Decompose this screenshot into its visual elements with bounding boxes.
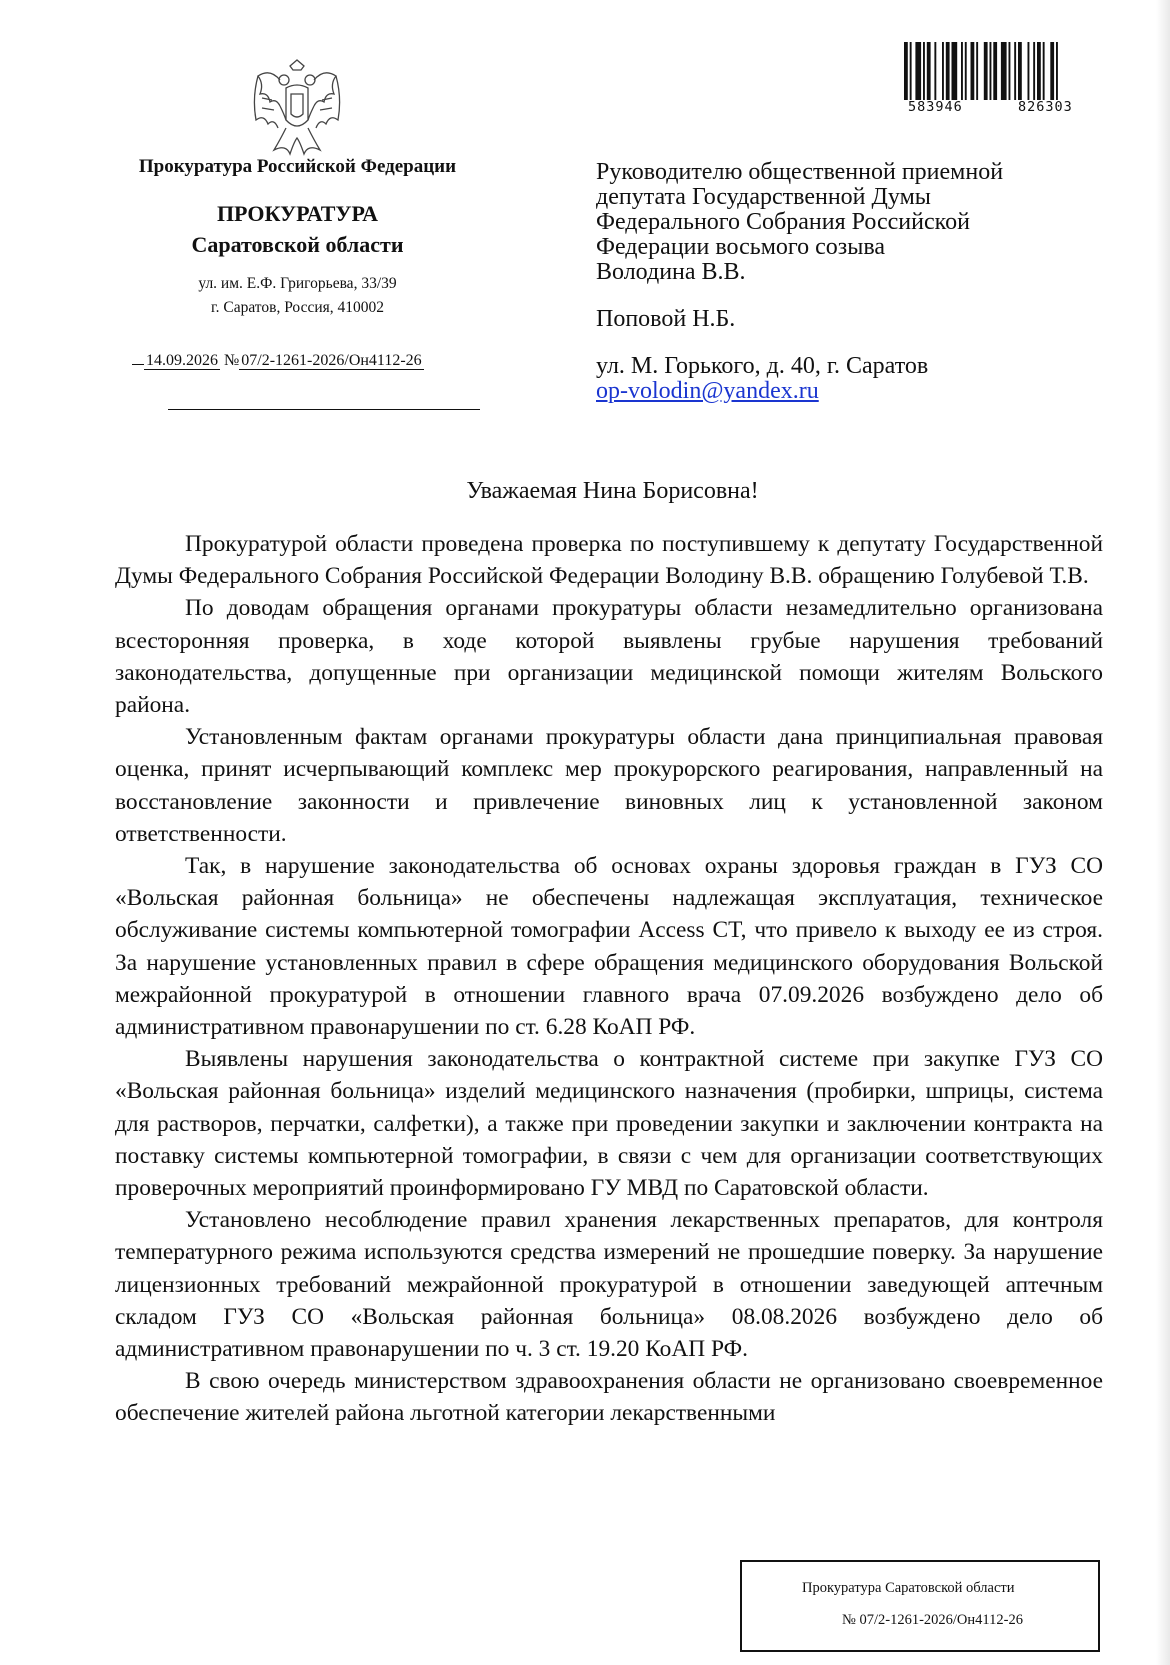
office-address: [100, 272, 495, 320]
barcode-bar: [1009, 42, 1011, 100]
prosecution-office-name: [100, 198, 495, 260]
barcode-bar: [1014, 42, 1016, 100]
barcode-bar: [1028, 42, 1030, 100]
addressee-block: [596, 160, 1116, 404]
body-paragraph: Прокуратурой области проведена проверка по поступившему к депутату Государственной Думы Федерального Собрания Российской Федерации Володину В.В. обращению Голубевой Т.В.: [115, 531, 1103, 590]
registration-stamp-box: [740, 1560, 1100, 1652]
body-paragraph: В свою очередь министерством здравоохранения области не организовано своевременное обеспечение жителей района льготной категории лекарственными: [115, 1368, 1103, 1427]
barcode-bar: [923, 42, 925, 100]
reg-number: 07/2-1261-2026/Он4112-26: [241, 352, 422, 369]
barcode-bar: [915, 42, 921, 100]
barcode-bar: [934, 42, 936, 100]
page-edge-shadow: [1156, 0, 1170, 1665]
body-paragraph: Так, в нарушение законодательства об основах охраны здоровья граждан в ГУЗ СО «Вольская районная больница» не обеспечены надлежащая эксплуатация, техническое обслуживание системы компьютерной томографии Access CT, что привело к выходу ее из строя. За нарушение установленных правил в сфере обращения медицинского оборудования Вольской межрайонной прокуратурой в отношении главного врача 07.09.2026 возбуждено дело об административном правонарушении по ст. 6.28 КоАП РФ.: [115, 853, 1103, 1041]
addressee-address: ул. М. Горького, д. 40, г. Саратов: [596, 353, 929, 379]
barcode-bar: [990, 42, 992, 100]
barcode-numbers: [908, 99, 1108, 115]
registration-line: [132, 352, 424, 370]
barcode-bar: [984, 42, 988, 100]
office-address-line2: г. Саратов, Россия, 410002: [211, 299, 384, 316]
addressee-line: Федерации восьмого созыва: [596, 234, 886, 260]
body-paragraph: Выявлены нарушения законодательства о контрактной системе при закупке ГУЗ СО «Вольская районная больница» изделий медицинского назначения (пробирки, шприцы, система для растворов, перчатки, салфетки), а также при проведении закупки и заключении контракта на поставку системы компьютерной томографии, в связи с чем для организации соответствующих проверочных мероприятий проинформировано ГУ МВД по Саратовской области.: [115, 1046, 1103, 1202]
barcode-bar: [1018, 42, 1022, 100]
stamp-office-name: Прокуратура Саратовской области: [802, 1580, 1015, 1596]
barcode-number-left: 583946: [908, 99, 963, 115]
barcode-bar: [1037, 42, 1041, 100]
prosecution-office-federal: Прокуратура Российской Федерации: [138, 156, 457, 177]
office-address-line1: ул. им. Е.Ф. Григорьева, 33/39: [198, 275, 397, 292]
barcode-bar: [971, 42, 975, 100]
addressee-line: Володина В.В.: [596, 259, 746, 285]
letter-greeting: Уважаемая Нина Борисовна!: [466, 478, 759, 504]
barcode-image: [902, 42, 1112, 100]
barcode-bar: [1050, 42, 1054, 100]
barcode-bar: [942, 42, 944, 100]
barcode-bar: [965, 42, 967, 100]
barcode-bar: [910, 42, 912, 100]
stamp-number: № 07/2-1261-2026/Он4112-26: [842, 1612, 1023, 1628]
body-paragraph: Установленным фактам органами прокуратуры области дана принципиальная правовая оценка, принят исчерпывающий комплекс мер прокурорского реагирования, направленный на восстановление законности и привлечение виновных лиц к установленной законом ответственности.: [115, 724, 1103, 847]
body-paragraph: Установлено несоблюдение правил хранения лекарственных препаратов, для контроля температурного режима используются средства измерений не прошедшие поверку. За нарушение лицензионных требований межрайонной прокуратурой в отношении заведующей аптечным складом ГУЗ СО «Вольская районная больница» 08.08.2026 возбуждено дело об административном правонарушении по ч. 3 ст. 19.20 КоАП РФ.: [115, 1207, 1103, 1363]
addressee-line: депутата Государственной Думы: [596, 184, 931, 210]
reg-underline: [132, 364, 144, 365]
barcode-bar: [961, 42, 963, 100]
letter-body: [115, 528, 1103, 1430]
barcode-bar: [1043, 42, 1045, 100]
barcode-bar: [1033, 42, 1035, 100]
barcode-number-right: 826303: [1018, 99, 1073, 115]
addressee-line: Руководителю общественной приемной: [596, 159, 1004, 185]
addressee-email-link[interactable]: op-volodin@yandex.ru: [596, 378, 819, 404]
coat-of-arms-emblem: [250, 58, 344, 158]
barcode-bar: [927, 42, 931, 100]
org-name-line2: Саратовской области: [191, 232, 404, 257]
barcode-bar: [904, 42, 908, 100]
reg-date: 14.09.2026: [146, 352, 218, 369]
addressee-line: Федерального Собрания Российской: [596, 209, 970, 235]
barcode-bar: [993, 42, 997, 100]
barcode-bar: [946, 42, 950, 100]
barcode-bar: [1001, 42, 1007, 100]
org-name-line1: ПРОКУРАТУРА: [216, 201, 379, 226]
barcode-bar: [976, 42, 978, 100]
blank-reference-line: [168, 409, 480, 410]
addressee-name: Поповой Н.Б.: [596, 306, 736, 332]
barcode-bar: [1056, 42, 1058, 100]
reg-number-sign: №: [224, 352, 240, 369]
barcode-bar: [952, 42, 958, 100]
body-paragraph: По доводам обращения органами прокуратуры области незамедлительно организована всесторонняя проверка, в ходе которой выявлены грубые нарушения требований законодательства, допущенные при организации медицинской помощи жителям Вольского района.: [115, 595, 1103, 719]
